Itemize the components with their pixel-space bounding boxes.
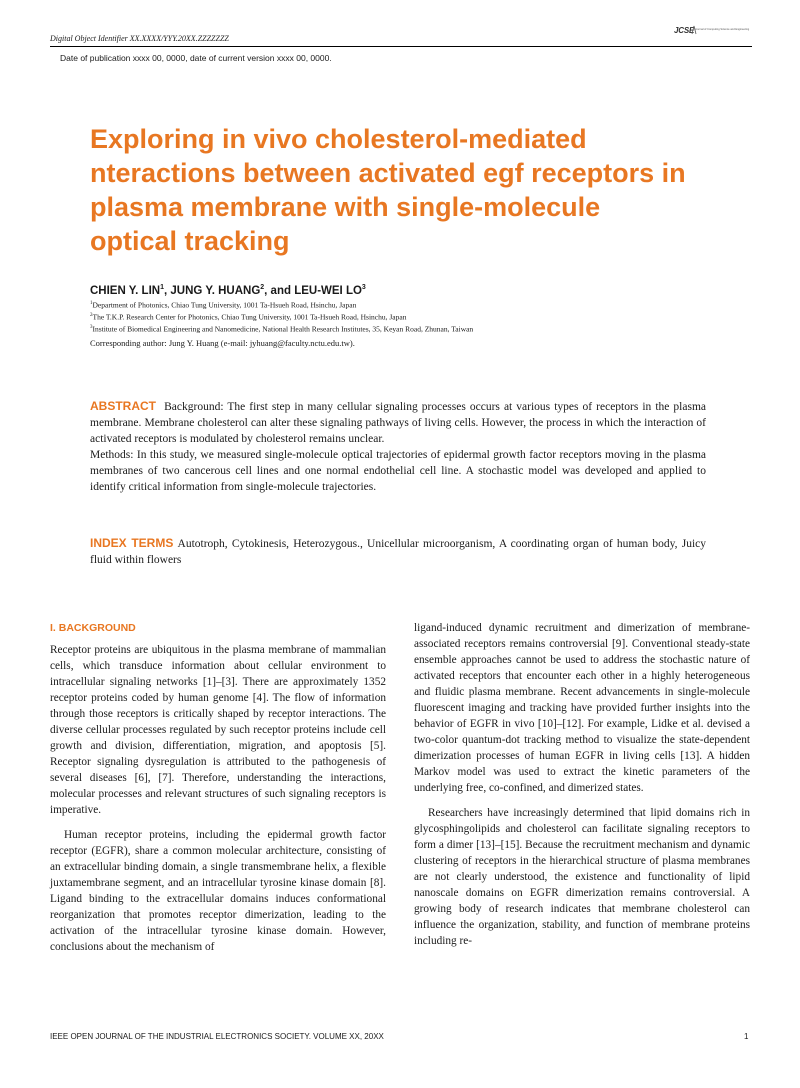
- affiliation: [90, 299, 710, 311]
- affil-number: 1: [90, 301, 93, 306]
- abstract-paragraph: [90, 398, 706, 447]
- section-heading: I. BACKGROUND: [50, 622, 136, 634]
- index-terms-label: INDEX TERMS: [90, 536, 174, 550]
- affil-number: 3: [90, 325, 93, 330]
- abstract: [90, 398, 706, 495]
- affiliations: [90, 299, 710, 335]
- author-affil-mark: 3: [361, 284, 366, 291]
- abstract-paragraph: Methods: In this study, we measured single-molecule optical trajectories of epidermal growth factor receptors moving in the plasma membranes of two cancerous cell lines and one normal endothelial cell line. A stochastic model was developed and applied to identify critical information from single-molecule trajectories.: [90, 449, 706, 493]
- affil-number: 2: [90, 313, 93, 318]
- author-name: CHIEN Y. LIN: [90, 284, 161, 297]
- index-terms: [90, 535, 706, 568]
- doi-line: Digital Object Identifier XX.XXXX/YYY.20XX.ZZZZZZZ: [50, 34, 229, 43]
- body-paragraph: ligand-induced dynamic recruitment and dimerization of membrane-associated receptors remains controversial [9]. Conventional steady-state ensemble approaches cannot be used to address the stochastic nature of activated receptors that encounter each other in a highly heterogeneous and fluidic plasma membrane. Recent advancements in single-molecule fluorescent imaging and tracking have provided further insights into the behavior of EGFR in vivo [10]–[12]. For example, Lidke et al. devised a two-color quantum-dot tracking method to visualize the state-dependent dimerization processes of human EGFR in living cells [13]. A hidden Markov model was used to extract the kinetic parameters of the underlying free, co-confined, and dimerized states.: [414, 622, 750, 794]
- affiliation: [90, 323, 710, 335]
- journal-logo: [674, 24, 754, 40]
- body-paragraph: Receptor proteins are ubiquitous in the plasma membrane of mammalian cells, which transduce information about cellular environment to intracellular signaling networks [1]–[3]. There are approximately 1352 receptor proteins coded by human genome [4]. The flow of information through those receptors is critically shaped by receptor interactions. The diverse cellular processes regulated by such receptor proteins include cell growth and division, differentiation, migration, and apoptosis [5]. Receptor signaling dysregulation is attributed to the pathogenesis of several diseases [6], [7]. Therefore, understanding the interactions, molecular processes and relevant structures of such signaling receptors is imperative.: [50, 644, 386, 816]
- author-separator: ,: [163, 284, 171, 297]
- affil-text: Institute of Biomedical Engineering and Nanomedicine, National Health Research Institutes, 35, Keyan Road, Zhunan, Taiwan: [92, 324, 474, 334]
- page-number: 1: [744, 1032, 749, 1041]
- abstract-label: ABSTRACT: [90, 399, 156, 413]
- affiliation: [90, 311, 710, 323]
- corresponding-author: Corresponding author: Jung Y. Huang (e-mail: jyhuang@faculty.nctu.edu.tw).: [90, 338, 355, 348]
- publication-date: Date of publication xxxx 00, 0000, date of current version xxxx 00, 0000.: [60, 53, 332, 63]
- author-affil-mark: 2: [260, 284, 265, 291]
- author-list: [90, 284, 366, 297]
- body-paragraph: Human receptor proteins, including the epidermal growth factor receptor (EGFR), share a common molecular architecture, consisting of an extracellular binding domain, a single transmembrane helix, a flexible juxtamembrane segment, and an intracellular tyrosine kinase domain [8]. Ligand binding to the extracellular domains induces conformational reorganization that promotes receptor dimerization, leading to the activation of the intracellular tyrosine kinase domain. However, conclusions about the mechanism of: [50, 829, 386, 953]
- author-separator: , and: [264, 284, 295, 297]
- journal-logo-subtitle: Journal of Computing Science and Engineering: [695, 28, 750, 31]
- author-name: LEU-WEI LO: [294, 284, 362, 297]
- body-column-left: [50, 620, 386, 964]
- affil-text: The T.K.P. Research Center for Photonics, Chiao Tung University, 1001 Ta-Hsueh Road, Hsinchu, Japan: [92, 312, 407, 322]
- paper-title: Exploring in vivo cholesterol-mediated nteractions between activated egf receptors in plasma membrane with single-molecule optical tracking: [90, 124, 686, 256]
- author-affil-mark: 1: [160, 284, 164, 291]
- abstract-text: Background: The first step in many cellular signaling processes occurs at various types of receptors in the plasma membrane. Membrane cholesterol can alter these signaling pathways of living cells. However, the process in which the interaction of activated receptors is modulated by cholesterol remains unclear.: [90, 401, 707, 445]
- body-paragraph: Researchers have increasingly determined that lipid domains rich in glycosphingolipids and cholesterol can facilitate signaling receptors to form a dimer [13]–[15]. Because the recruitment mechanism and dynamic clustering of receptors in the hierarchical structure of plasma membranes are not clearly understood, the existence and functionality of lipid nanoscale domains on EGFR dimerization remains controversial. A growing body of research indicates that membrane cholesterol can influence the organization, stability, and function of membrane proteins including re-: [414, 807, 750, 947]
- author-name: JUNG Y. HUANG: [170, 284, 261, 297]
- header-rule: [50, 46, 752, 47]
- index-terms-text: Autotroph, Cytokinesis, Heterozygous., Unicellular microorganism, A coordinating organ of human body, Juicy fluid within flowers: [90, 538, 707, 566]
- journal-logo-text: JCSE: [674, 26, 695, 35]
- footer-journal: IEEE OPEN JOURNAL OF THE INDUSTRIAL ELECTRONICS SOCIETY. VOLUME XX, 20XX: [50, 1032, 384, 1041]
- affil-text: Department of Photonics, Chiao Tung University, 1001 Ta-Hsueh Road, Hsinchu, Japan: [92, 300, 357, 310]
- body-column-right: [414, 620, 750, 958]
